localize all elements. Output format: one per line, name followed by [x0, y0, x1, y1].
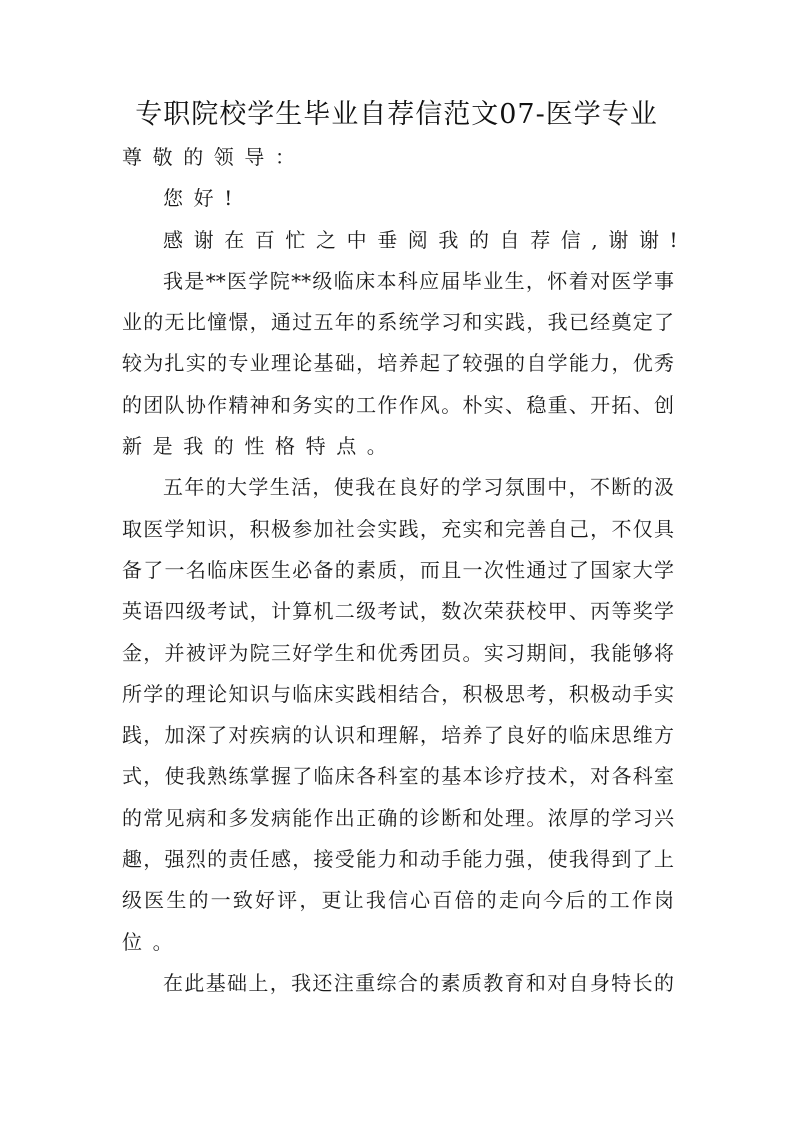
paragraph — [122, 261, 674, 467]
paragraph-line: 践，加深了对疾病的认识和理解，培养了良好的临床思维方 — [122, 723, 674, 748]
paragraph — [122, 467, 674, 963]
paragraph-line: 金，并被评为院三好学生和优秀团员。实习期间，我能够将 — [122, 640, 674, 665]
paragraph — [122, 963, 674, 1004]
paragraph-line: 在此基础上，我还注重综合的素质教育和对自身特长的 — [163, 970, 674, 995]
paragraph-line: 的常见病和多发病能作出正确的诊断和处理。浓厚的学习兴 — [122, 805, 674, 830]
paragraph-line: 备了一名临床医生必备的素质，而且一次性通过了国家大学 — [122, 557, 674, 582]
document-title: 专职院校学生毕业自荐信范文07-医学专业 — [135, 99, 658, 130]
paragraph-line: 级医生的一致好评，更让我信心百倍的走向今后的工作岗 — [122, 888, 674, 913]
paragraph-line: 式，使我熟练掌握了临床各科室的基本诊疗技术，对各科室 — [122, 764, 674, 789]
thanks-line: 感谢在百忙之中垂阅我的自荐信,谢谢! — [163, 227, 689, 252]
paragraph-line: 五年的大学生活，使我在良好的学习氛围中，不断的汲 — [163, 475, 674, 500]
paragraph-line: 的团队协作精神和务实的工作作风。朴实、稳重、开拓、创 — [122, 392, 674, 417]
paragraph-line: 新是我的性格特点。 — [122, 434, 398, 459]
paragraph-line: 位。 — [122, 929, 184, 954]
greeting: 您好! — [163, 186, 243, 211]
paragraph-line: 取医学知识，积极参加社会实践，充实和完善自己，不仅具 — [122, 516, 674, 541]
paragraph-line: 所学的理论知识与临床实践相结合，积极思考，积极动手实 — [122, 681, 674, 706]
paragraphs — [122, 261, 674, 1004]
salutation: 尊敬的领导： — [122, 145, 306, 169]
paragraph-line: 我是**医学院**级临床本科应届毕业生，怀着对医学事 — [163, 268, 674, 293]
paragraph-line: 较为扎实的专业理论基础，培养起了较强的自学能力，优秀 — [122, 351, 674, 376]
paragraph-line: 趣，强烈的责任感，接受能力和动手能力强，使我得到了上 — [122, 847, 674, 872]
paragraph-line: 业的无比憧憬，通过五年的系统学习和实践，我已经奠定了 — [122, 310, 674, 335]
letter-body — [122, 137, 689, 1004]
paragraph-line: 英语四级考试，计算机二级考试，数次荣获校甲、丙等奖学 — [122, 599, 674, 624]
